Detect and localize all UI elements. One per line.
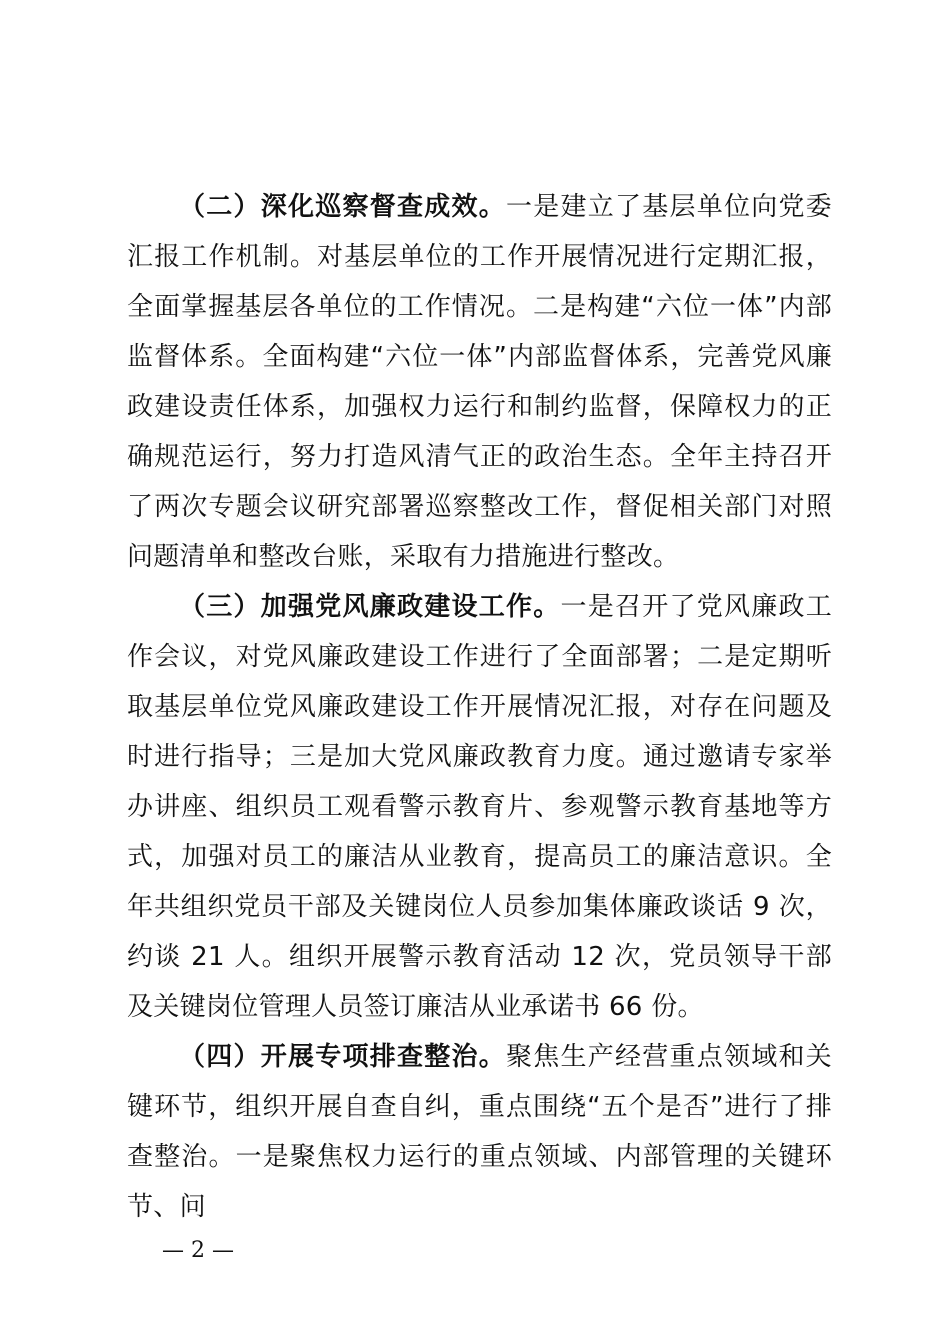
section-3-heading: （三）加强党风廉政建设工作。: [179, 592, 561, 622]
section-2-text: 一是建立了基层单位向党委汇报工作机制。对基层单位的工作开展情况进行定期汇报，全面掌握基层各单位的工作情况。二是构建“六位一体”内部监督体系。全面构建“六位一体”内部监督体系，完善党风廉政建设责任体系，加强权力运行和制约监督，保障权力的正确规范运行，努力打造风清气正的政治生态。全年主持召开了两次专题会议研究部署巡察整改工作，督促相关部门对照问题清单和整改台账，采取有力措施进行整改。: [127, 192, 832, 572]
page-number: — 2 —: [162, 1238, 234, 1263]
paragraph-section-3: [127, 582, 832, 1032]
section-2-heading: （二）深化巡察督查成效。: [179, 192, 506, 222]
section-3-text: 一是召开了党风廉政工作会议，对党风廉政建设工作进行了全面部署；二是定期听取基层单位党风廉政建设工作开展情况汇报，对存在问题及时进行指导；三是加大党风廉政教育力度。通过邀请专家举办讲座、组织员工观看警示教育片、参观警示教育基地等方式，加强对员工的廉洁从业教育，提高员工的廉洁意识。全年共组织党员干部及关键岗位人员参加集体廉政谈话 9 次，约谈 21 人。组织开展警示教育活动 12 次，党员领导干部及关键岗位管理人员签订廉洁从业承诺书 66 份。: [127, 592, 832, 1022]
section-4-text: 聚焦生产经营重点领域和关键环节，组织开展自查自纠，重点围绕“五个是否”进行了排查整治。一是聚焦权力运行的重点领域、内部管理的关键环节、问: [127, 1042, 832, 1222]
paragraph-section-2: [127, 182, 832, 582]
section-4-heading: （四）开展专项排查整治。: [179, 1042, 506, 1072]
document-body: [127, 182, 832, 1232]
paragraph-section-4: [127, 1032, 832, 1232]
